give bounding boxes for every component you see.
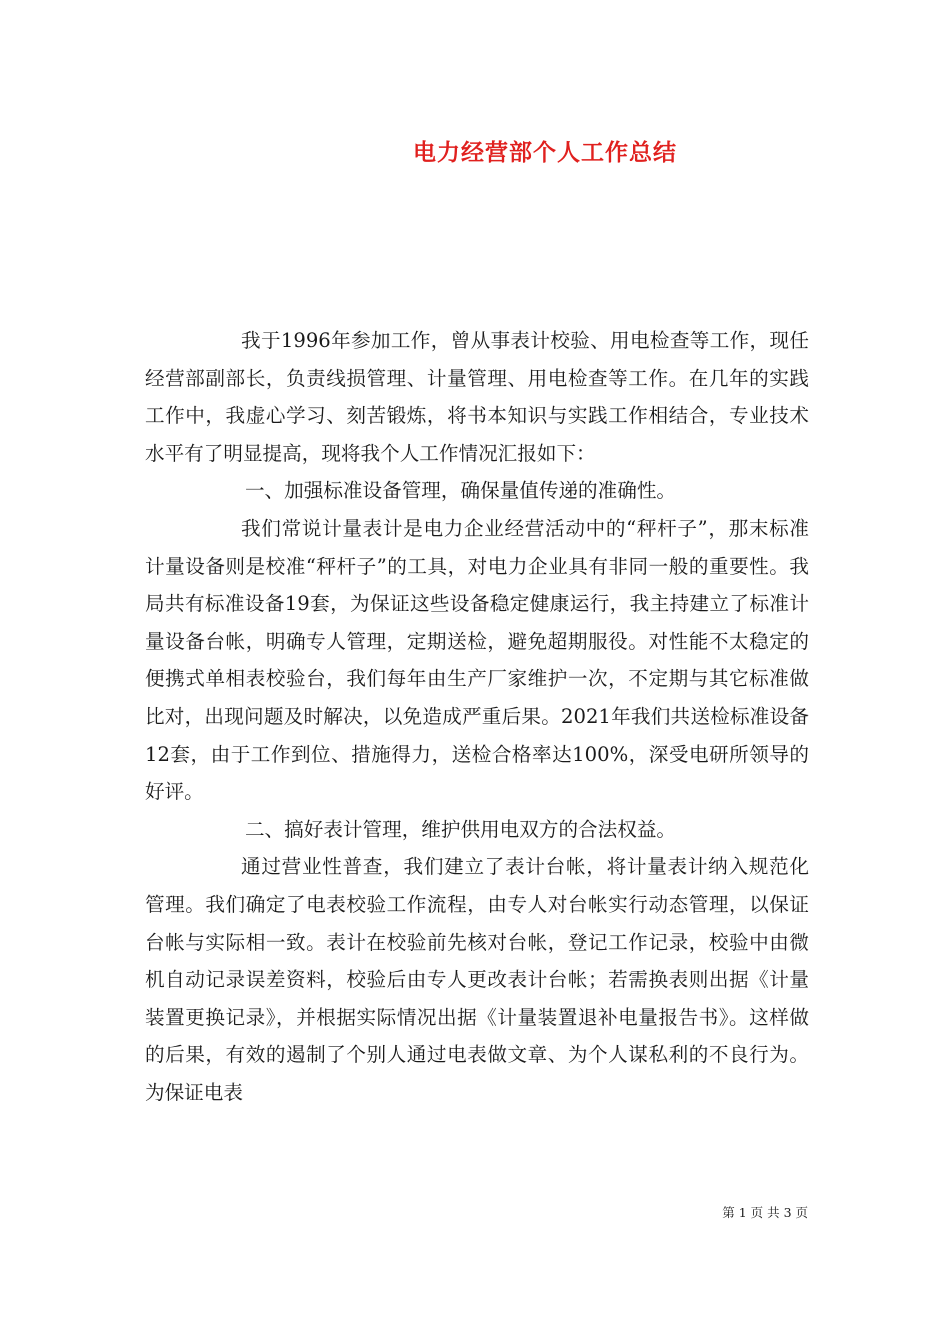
paragraph-intro: 我于1996年参加工作，曾从事表计校验、用电检查等工作，现任经营部副部长，负责线损管理、计量管理、用电检查等工作。在几年的实践工作中，我虚心学习、刻苦锻炼，将书本知识与实践工作相结合，专业技术水平有了明显提高，现将我个人工作情况汇报如下： (145, 329, 809, 465)
paragraph-section-2: 通过营业性普查，我们建立了表计台帐，将计量表计纳入规范化管理。我们确定了电表校验工作流程，由专人对台帐实行动态管理，以保证台帐与实际相一致。表计在校验前先核对台帐，登记工作记录，校验中由微机自动记录误差资料，校验后由专人更改表计台帐；若需换表则出据《计量装置更换记录》，并根据实际情况出据《计量装置退补电量报告书》。这样做的后果，有效的遏制了个别人通过电表做文章、为个人谋私利的不良行为。为保证电表 (145, 855, 809, 1104)
section-heading-2: 二、搞好表计管理，维护供用电双方的合法权益。 (244, 817, 677, 841)
document-title: 电力经营部个人工作总结 (413, 140, 677, 166)
section-heading-1: 一、加强标准设备管理，确保量值传递的准确性。 (244, 479, 677, 503)
page-number: 第 1 页 共 3 页 (722, 1205, 808, 1220)
paragraph-section-1: 我们常说计量表计是电力企业经营活动中的“秤杆子”，那末标准计量设备则是校准“秤杆子”的工具，对电力企业具有非同一般的重要性。我局共有标准设备19套，为保证这些设备稳定健康运行，我主持建立了标准计量设备台帐，明确专人管理，定期送检，避免超期服役。对性能不太稳定的便携式单相表校验台，我们每年由生产厂家维护一次，不定期与其它标准做比对，出现问题及时解决，以免造成严重后果。2021年我们共送检标准设备12套，由于工作到位、措施得力，送检合格率达100%，深受电研所领导的好评。 (145, 516, 809, 804)
document-body (145, 322, 809, 1111)
